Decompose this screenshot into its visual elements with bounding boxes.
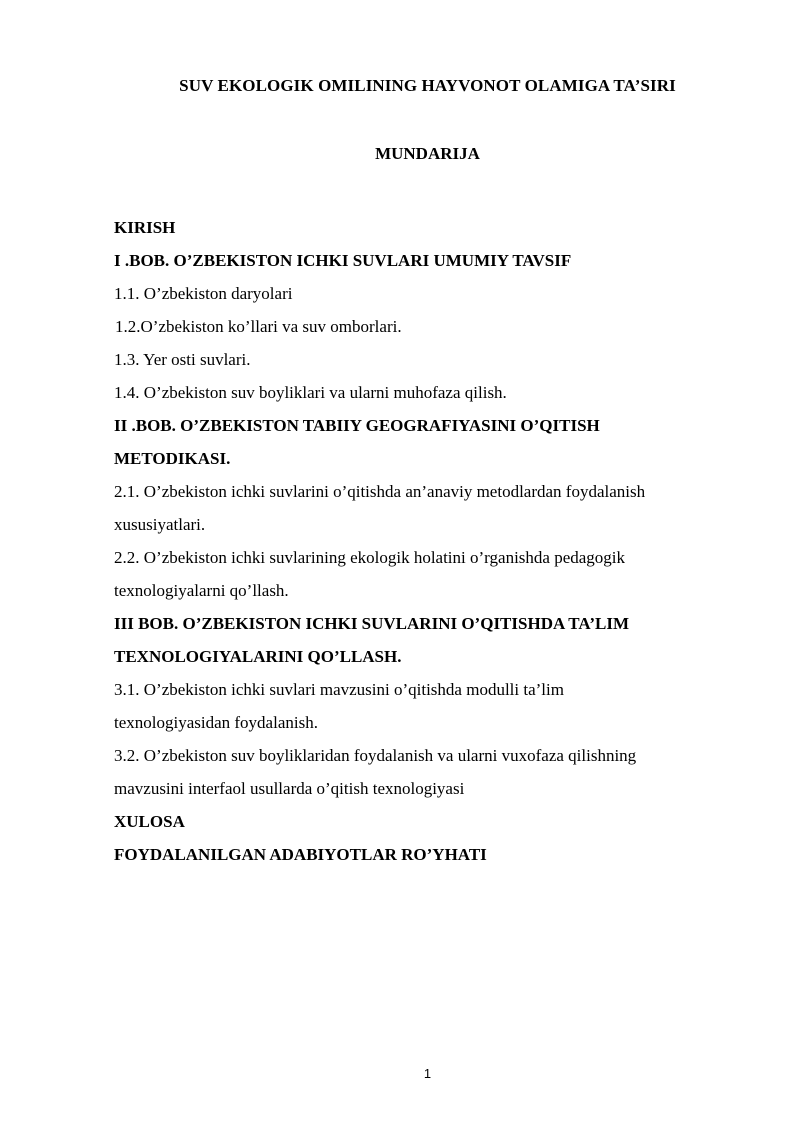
toc-item-section-2-2-line-1: 2.2. O’zbekiston ichki suvlarining ekologik holatini o’rganishda pedagogik	[114, 548, 626, 567]
toc-item-section-1-3: 1.3. Yer osti suvlari.	[114, 350, 251, 369]
toc-item-chapter-3-line-2: TEXNOLOGIYALARINI QO’LLASH.	[114, 647, 402, 666]
page-number: 1	[423, 1066, 432, 1081]
toc-item-section-2-1-line-1: 2.1. O’zbekiston ichki suvlarini o’qitishda an’anaviy metodlardan foydalanish	[114, 482, 646, 501]
toc-item-chapter-3-line-1: III BOB. O’ZBEKISTON ICHKI SUVLARINI O’QITISHDA TA’LIM	[114, 614, 630, 633]
toc-item-section-2-1-line-2: xususiyatlari.	[114, 515, 206, 534]
toc-heading: MUNDARIJA	[375, 144, 480, 163]
toc-item-section-2-2-line-2: texnologiyalarni qo’llash.	[114, 581, 289, 600]
toc-item-section-1-4: 1.4. O’zbekiston suv boyliklari va ularni muhofaza qilish.	[114, 383, 507, 402]
document-title: SUV EKOLOGIK OMILINING HAYVONOT OLAMIGA TA’SIRI	[179, 76, 676, 95]
toc-item-conclusion: XULOSA	[114, 812, 185, 831]
table-of-contents	[114, 211, 714, 871]
toc-item-chapter-2-line-1: II .BOB. O’ZBEKISTON TABIIY GEOGRAFIYASINI O’QITISH	[114, 416, 600, 435]
toc-item-introduction: KIRISH	[114, 218, 176, 237]
toc-item-chapter-1: I .BOB. O’ZBEKISTON ICHKI SUVLARI UMUMIY TAVSIF	[114, 251, 572, 270]
toc-item-section-1-1: 1.1. O’zbekiston daryolari	[114, 284, 293, 303]
toc-item-section-3-1-line-2: texnologiyasidan foydalanish.	[114, 713, 318, 732]
toc-item-section-3-2-line-1: 3.2. O’zbekiston suv boyliklaridan foydalanish va ularni vuxofaza qilishning	[114, 746, 637, 765]
toc-item-section-1-2: 1.2.O’zbekiston ko’llari va suv omborlari.	[115, 317, 402, 336]
toc-item-section-3-2-line-2: mavzusini interfaol usullarda o’qitish texnologiyasi	[114, 779, 465, 798]
toc-item-references: FOYDALANILGAN ADABIYOTLAR RO’YHATI	[114, 845, 487, 864]
toc-item-section-3-1-line-1: 3.1. O’zbekiston ichki suvlari mavzusini o’qitishda modulli ta’lim	[114, 680, 564, 699]
toc-item-chapter-2-line-2: METODIKASI.	[114, 449, 231, 468]
